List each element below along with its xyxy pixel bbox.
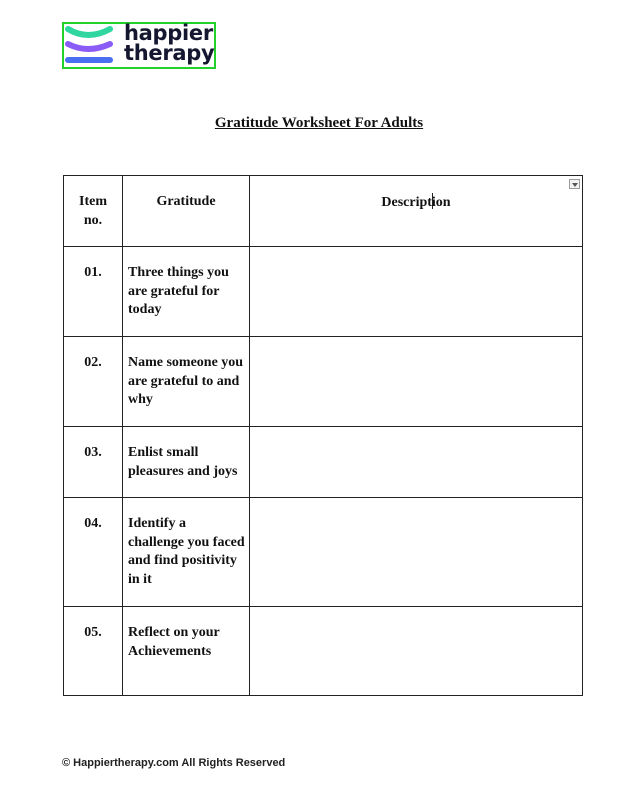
- description-cell[interactable]: [250, 247, 583, 337]
- description-cell[interactable]: [250, 337, 583, 427]
- logo-wordmark: [124, 23, 214, 63]
- gratitude-prompt: Enlist small pleasures and joys: [123, 427, 250, 498]
- description-cell[interactable]: [250, 607, 583, 696]
- header-item-line2: no.: [83, 212, 103, 228]
- page-title: Gratitude Worksheet For Adults: [214, 115, 424, 131]
- dropdown-arrow-icon[interactable]: [569, 179, 580, 189]
- table-header-row: [64, 176, 583, 247]
- item-number: 04.: [64, 498, 123, 607]
- header-item-no: [64, 176, 123, 247]
- gratitude-prompt: Identify a challenge you faced and find positivity in it: [123, 498, 250, 607]
- header-description-label-b: ion: [431, 195, 451, 210]
- header-item-line1: Item: [79, 194, 107, 209]
- logo-line-2: therapy: [124, 41, 215, 65]
- item-number: 03.: [64, 427, 123, 498]
- description-cell[interactable]: [250, 498, 583, 607]
- table-row: [64, 607, 583, 696]
- gratitude-prompt: Three things you are grateful for today: [123, 247, 250, 337]
- gratitude-table: [63, 175, 583, 696]
- copyright-footer: © Happiertherapy.com All Rights Reserved: [62, 757, 286, 769]
- item-number: 05.: [64, 607, 123, 696]
- item-number: 01.: [64, 247, 123, 337]
- description-cell[interactable]: [250, 427, 583, 498]
- logo-waves-icon: [64, 24, 124, 68]
- table-row: [64, 427, 583, 498]
- header-gratitude-label: Gratitude: [156, 194, 216, 209]
- header-description[interactable]: [250, 176, 583, 247]
- gratitude-prompt: Name someone you are grateful to and why: [123, 337, 250, 427]
- table-row: [64, 498, 583, 607]
- brand-logo: [62, 22, 216, 69]
- header-gratitude: [123, 176, 250, 247]
- gratitude-prompt: Reflect on your Achievements: [123, 607, 250, 696]
- header-description-label-a: Descript: [381, 195, 432, 210]
- logo-line-1: happier: [124, 21, 213, 45]
- table-row: [64, 337, 583, 427]
- item-number: 02.: [64, 337, 123, 427]
- table-row: [64, 247, 583, 337]
